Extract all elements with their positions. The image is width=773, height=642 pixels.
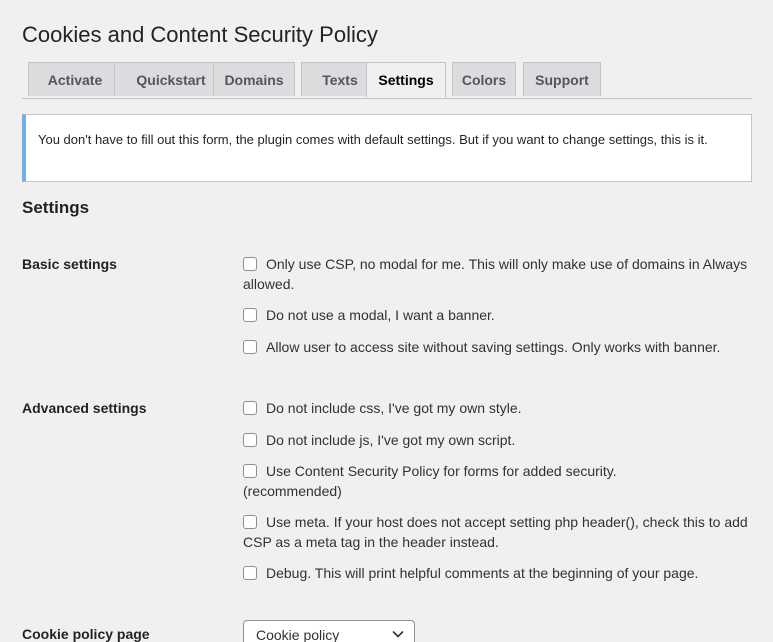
no-modal-label: Do not use a modal, I want a banner. [266, 307, 495, 323]
no-modal-checkbox[interactable] [243, 308, 257, 322]
option-allow-access [243, 337, 758, 357]
debug-label: Debug. This will print helpful comments at the beginning of your page. [266, 565, 699, 581]
tab-support[interactable]: Support [523, 62, 601, 96]
option-no-css [243, 398, 748, 418]
tab-domains[interactable]: Domains [213, 62, 295, 96]
debug-checkbox[interactable] [243, 566, 257, 580]
cookie-policy-select[interactable] [243, 620, 415, 642]
advanced-settings-label: Advanced settings [22, 400, 147, 416]
option-no-modal [243, 305, 748, 325]
no-js-label: Do not include js, I've got my own script. [266, 432, 516, 448]
no-css-label: Do not include css, I've got my own style. [266, 400, 522, 416]
info-notice [22, 114, 752, 182]
only-csp-label: Only use CSP, no modal for me. This will only make use of domains in Always allowed. [243, 256, 748, 292]
option-csp-forms [243, 461, 653, 501]
chevron-down-icon [392, 621, 404, 642]
use-meta-label: Use meta. If your host does not accept setting php header(), check this to add CSP as a meta tag in the header instead. [243, 514, 748, 550]
tab-colors[interactable]: Colors [452, 62, 516, 96]
cookie-policy-page-label: Cookie policy page [22, 626, 150, 642]
tab-bar [22, 62, 752, 99]
no-css-checkbox[interactable] [243, 401, 257, 415]
tab-settings[interactable]: Settings [366, 62, 446, 98]
basic-settings-label: Basic settings [22, 256, 117, 272]
option-no-js [243, 430, 748, 450]
option-use-meta [243, 512, 748, 552]
no-js-checkbox[interactable] [243, 433, 257, 447]
option-only-csp [243, 254, 748, 294]
use-meta-checkbox[interactable] [243, 515, 257, 529]
cookie-policy-selected-value: Cookie policy [256, 627, 340, 642]
page-title: Cookies and Content Security Policy [22, 22, 378, 47]
allow-access-label: Allow user to access site without saving settings. Only works with banner. [266, 339, 721, 355]
settings-heading: Settings [22, 198, 90, 217]
tab-activate[interactable]: Activate [28, 62, 122, 96]
tab-texts[interactable]: Texts [301, 62, 379, 96]
csp-forms-checkbox[interactable] [243, 464, 257, 478]
tab-quickstart[interactable]: Quickstart [114, 62, 228, 96]
option-debug [243, 563, 748, 583]
allow-access-checkbox[interactable] [243, 340, 257, 354]
only-csp-checkbox[interactable] [243, 257, 257, 271]
csp-forms-label: Use Content Security Policy for forms for added security. (recommended) [243, 463, 617, 499]
notice-text: You don't have to fill out this form, the plugin comes with default settings. But if you want to change settings, this is it. [38, 132, 708, 147]
